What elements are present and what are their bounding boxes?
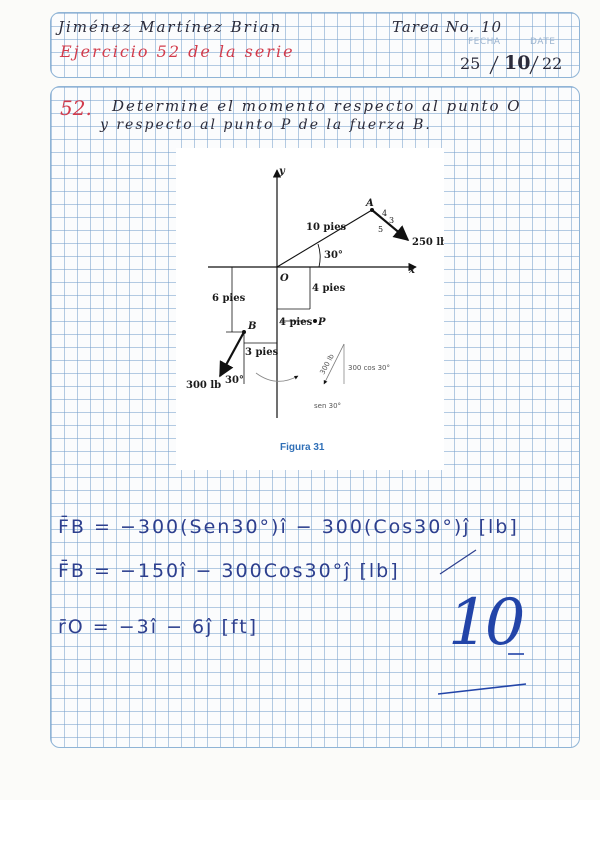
angle-a-arc — [318, 244, 320, 267]
problem-text-line2: y respecto al punto P de la fuerza B. — [100, 117, 432, 133]
point-a-label: A — [366, 198, 374, 209]
force-b-label: 300 lb — [186, 380, 222, 391]
origin-label: O — [280, 273, 289, 284]
slope-4-label: 4 — [382, 209, 388, 218]
point-p-label: P — [318, 317, 326, 328]
date-month: 10 — [504, 52, 531, 74]
work-line-2: F̄B = −150î − 300Cos30°ĵ [lb] — [58, 560, 400, 582]
slope-5-label: 5 — [378, 225, 384, 234]
pencil-sin-label: sen 30° — [314, 402, 342, 410]
date-slashes — [480, 52, 570, 76]
dist-4h-label: 4 pies — [279, 317, 313, 328]
exercise-title: Ejercicio 52 de la serie — [60, 42, 295, 61]
slope-3-label: 3 — [389, 216, 395, 225]
date-label: DATE — [530, 37, 556, 47]
pencil-cos-label: 300 cos 30° — [348, 364, 390, 372]
dist-3-label: 3 pies — [245, 347, 279, 358]
dist-4v-label: 4 pies — [312, 283, 346, 294]
student-name: Jiménez Martínez Brian — [58, 18, 283, 36]
problem-number: 52. — [60, 96, 92, 120]
grade-score: 10 — [448, 586, 522, 660]
date-day: 25 — [460, 54, 481, 73]
figure-caption: Figura 31 — [280, 442, 325, 453]
pencil-force-label: 300 lb — [318, 352, 336, 376]
work-line-1: F̄B = −300(Sen30°)î − 300(Cos30°)ĵ [lb] — [58, 516, 519, 538]
angle-a-label: 30° — [324, 250, 343, 261]
fecha-label: FECHA — [468, 37, 501, 47]
grade-underline — [438, 584, 538, 704]
force-a-label: 250 lb — [412, 237, 444, 248]
problem-text-line1: Determine el momento respecto al punto O — [112, 97, 522, 115]
figure-diagram — [176, 148, 444, 470]
x-axis-label: x — [409, 265, 415, 276]
figure-31 — [176, 148, 444, 470]
date-year: 22 — [542, 54, 563, 73]
point-p-dot — [313, 319, 317, 323]
task-label: Tarea No. 10 — [392, 18, 503, 36]
y-axis-label: y — [279, 166, 285, 177]
dist-oa-label: 10 pies — [306, 222, 347, 233]
force-b-arrow — [220, 332, 244, 376]
angle-b-label: 30° — [225, 375, 244, 386]
work-line-3: r̄O = −3î − 6ĵ [ft] — [58, 616, 259, 638]
grade-mark — [438, 584, 538, 704]
dist-6-label: 6 pies — [212, 293, 246, 304]
point-b-label: B — [248, 321, 257, 332]
